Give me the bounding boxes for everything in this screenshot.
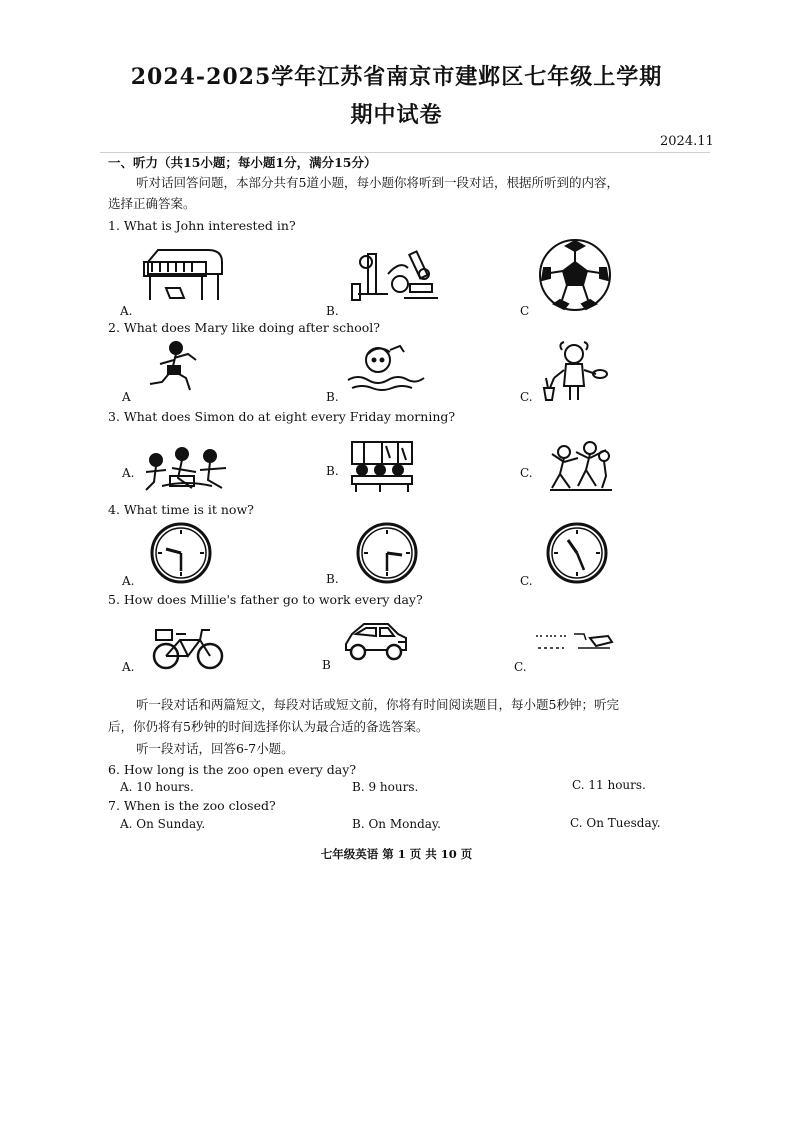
option-a: A. On Sunday.	[120, 817, 206, 831]
option-label: A.	[122, 466, 135, 480]
question-6: 6. How long is the zoo open every day?	[108, 762, 357, 777]
classroom-icon	[350, 440, 414, 498]
option-label: A.	[120, 304, 133, 318]
option-label: B.	[326, 464, 339, 478]
piano-icon	[138, 244, 228, 308]
question-4: 4. What time is it now?	[108, 502, 254, 517]
page-subtitle: 期中试卷	[350, 102, 443, 128]
option-label: C.	[520, 466, 533, 480]
car-icon	[342, 620, 410, 666]
question-2: 2. What does Mary like doing after school?	[108, 320, 380, 335]
option-label: C.	[520, 390, 533, 404]
exam-date: 2024.11	[660, 134, 714, 149]
clock-icon	[356, 522, 418, 588]
option-b: B. 9 hours.	[352, 780, 419, 794]
train-icon	[534, 630, 614, 656]
option-label: B.	[326, 572, 339, 586]
instruction-line: 听一段对话和两篇短文，每段对话或短文前，你将有时间阅读题目，每小题5秒钟；听完	[136, 697, 619, 712]
painting-girl-icon	[540, 342, 608, 408]
question-3: 3. What does Simon do at eight every Friday morning?	[108, 409, 456, 424]
option-label: B.	[326, 304, 339, 318]
clock-icon	[150, 522, 212, 588]
option-label: B	[322, 658, 331, 672]
page-footer: 七年级英语 第 1 页 共 10 页	[320, 847, 473, 861]
dancing-kids-icon	[548, 440, 614, 496]
question-1: 1. What is John interested in?	[108, 218, 296, 233]
running-girl-icon	[146, 340, 206, 400]
option-c: C. On Tuesday.	[570, 816, 661, 830]
instruction-line: 听对话回答问题，本部分共有5道小题，每小题你将听到一段对话，根据所听到的内容，	[136, 175, 619, 190]
science-lab-icon	[348, 244, 443, 310]
instruction-line: 选择正确答案。	[108, 196, 196, 211]
clock-icon	[546, 522, 608, 588]
option-label: A	[122, 390, 131, 404]
swimming-girl-icon	[346, 344, 426, 396]
students-playing-icon	[142, 446, 232, 500]
option-label: A.	[122, 574, 135, 588]
page-title: 2024-2025学年江苏省南京市建邺区七年级上学期	[130, 64, 663, 90]
soccer-ball-icon	[538, 238, 612, 316]
option-label: A.	[122, 660, 135, 674]
question-7: 7. When is the zoo closed?	[108, 798, 276, 813]
bicycle-icon	[152, 624, 224, 674]
option-label: C	[520, 304, 530, 318]
section-heading: 一、听力（共15小题；每小题1分，满分15分）	[108, 155, 377, 170]
option-a: A. 10 hours.	[120, 780, 194, 794]
option-b: B. On Monday.	[352, 817, 441, 831]
option-label: C.	[520, 574, 533, 588]
option-c: C. 11 hours.	[572, 778, 646, 792]
instruction-line: 后，你仍将有5秒钟的时间选择你认为最合适的备选答案。	[108, 719, 429, 734]
question-5: 5. How does Millie's father go to work every day?	[108, 592, 423, 607]
sub-instruction: 听一段对话，回答6-7小题。	[136, 741, 294, 756]
option-label: C.	[514, 660, 527, 674]
option-label: B.	[326, 390, 339, 404]
